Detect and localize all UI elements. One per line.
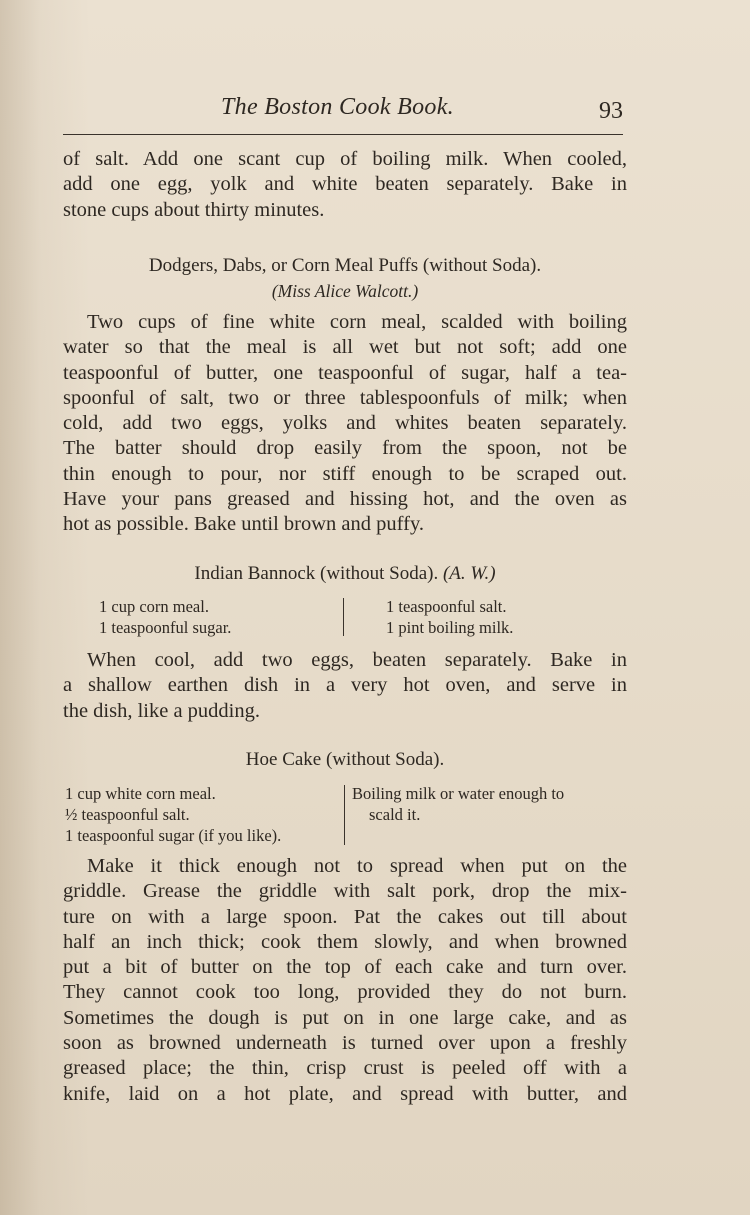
text-line: the dish, like a pudding.	[63, 699, 261, 722]
recipe-title-bannock	[63, 563, 627, 585]
text-line: add one egg, yolk and white beaten separately. Bake in	[63, 173, 627, 196]
text-line: put a bit of butter on the top of each cake and turn over.	[63, 956, 627, 979]
text-line: When cool, add two eggs, beaten separately. Bake in	[87, 649, 627, 671]
text-line: spoonful of salt, two or three tablespoonfuls of milk; when	[63, 386, 627, 409]
ingredient-item: scald it.	[369, 805, 421, 824]
text-line: a shallow earthen dish in a very hot oven, and serve in	[63, 674, 627, 697]
text-line: The batter should drop easily from the spoon, not be	[63, 437, 627, 460]
hoe-cake-ingredients-left	[65, 783, 281, 846]
text-line: greased place; the thin, crisp crust is peeled off with a	[63, 1057, 627, 1080]
text-line: of salt. Add one scant cup of boiling milk. When cooled,	[63, 148, 627, 170]
ingredient-item: Boiling milk or water enough to	[352, 784, 565, 803]
dodgers-paragraph	[63, 310, 627, 538]
text-line: knife, laid on a hot plate, and spread with butter, and	[63, 1082, 627, 1105]
ingredient-item: 1 teaspoonful sugar.	[99, 618, 232, 637]
text-line: Two cups of fine white corn meal, scalded with boiling	[87, 311, 627, 333]
text-line: stone cups about thirty minutes.	[63, 198, 325, 221]
text-line: Sometimes the dough is put on in one large cake, and as	[63, 1006, 627, 1029]
bannock-paragraph	[63, 648, 627, 724]
text-line: half an inch thick; cook them slowly, and when browned	[63, 930, 627, 953]
recipe-attribution-dodgers: (Miss Alice Walcott.)	[271, 281, 419, 301]
text-line: soon as browned underneath is turned over upon a freshly	[63, 1032, 627, 1055]
page-header	[63, 92, 625, 132]
running-title: The Boston Cook Book.	[221, 94, 454, 120]
intro-paragraph	[63, 147, 627, 223]
text-line: thin enough to pour, nor stiff enough to be scraped out.	[63, 462, 627, 485]
page-number: 93	[599, 98, 623, 124]
text-line: Have your pans greased and hissing hot, and the oven as	[63, 488, 627, 511]
recipe-title-dodgers: Dodgers, Dabs, or Corn Meal Puffs (without Soda).	[148, 255, 542, 276]
text-line: teaspoonful of butter, one teaspoonful of sugar, half a tea-	[63, 361, 627, 384]
ingredient-item: ½ teaspoonful salt.	[65, 805, 190, 824]
text-line: Make it thick enough not to spread when put on the	[87, 855, 627, 877]
bannock-title-text: Indian Bannock (without Soda).	[194, 563, 439, 584]
text-line: water so that the meal is all wet but not soft; add one	[63, 336, 627, 359]
header-rule	[63, 134, 623, 135]
ingredient-divider	[344, 785, 345, 845]
ingredient-item: 1 pint boiling milk.	[386, 618, 514, 637]
ingredient-divider	[343, 598, 344, 636]
bannock-attribution: (A. W.)	[442, 563, 496, 584]
text-line: ture on with a large spoon. Pat the cakes out till about	[63, 905, 627, 928]
text-line: griddle. Grease the griddle with salt pork, drop the mix-	[63, 880, 627, 903]
bannock-ingredients-right	[386, 596, 513, 638]
recipe-title-hoe-cake: Hoe Cake (without Soda).	[245, 749, 445, 770]
hoe-cake-ingredients-right	[352, 783, 564, 825]
text-line: They cannot cook too long, provided they do not burn.	[63, 981, 627, 1004]
ingredient-item: 1 cup white corn meal.	[65, 784, 216, 803]
ingredient-item: 1 teaspoonful sugar (if you like).	[65, 826, 282, 845]
ingredient-item: 1 cup corn meal.	[99, 597, 209, 616]
hoe-cake-paragraph	[63, 854, 627, 1107]
bannock-ingredients-left	[99, 596, 231, 638]
text-line: hot as possible. Bake until brown and puffy.	[63, 513, 424, 536]
text-line: cold, add two eggs, yolks and whites beaten separately.	[63, 412, 627, 435]
ingredient-item: 1 teaspoonful salt.	[386, 597, 507, 616]
